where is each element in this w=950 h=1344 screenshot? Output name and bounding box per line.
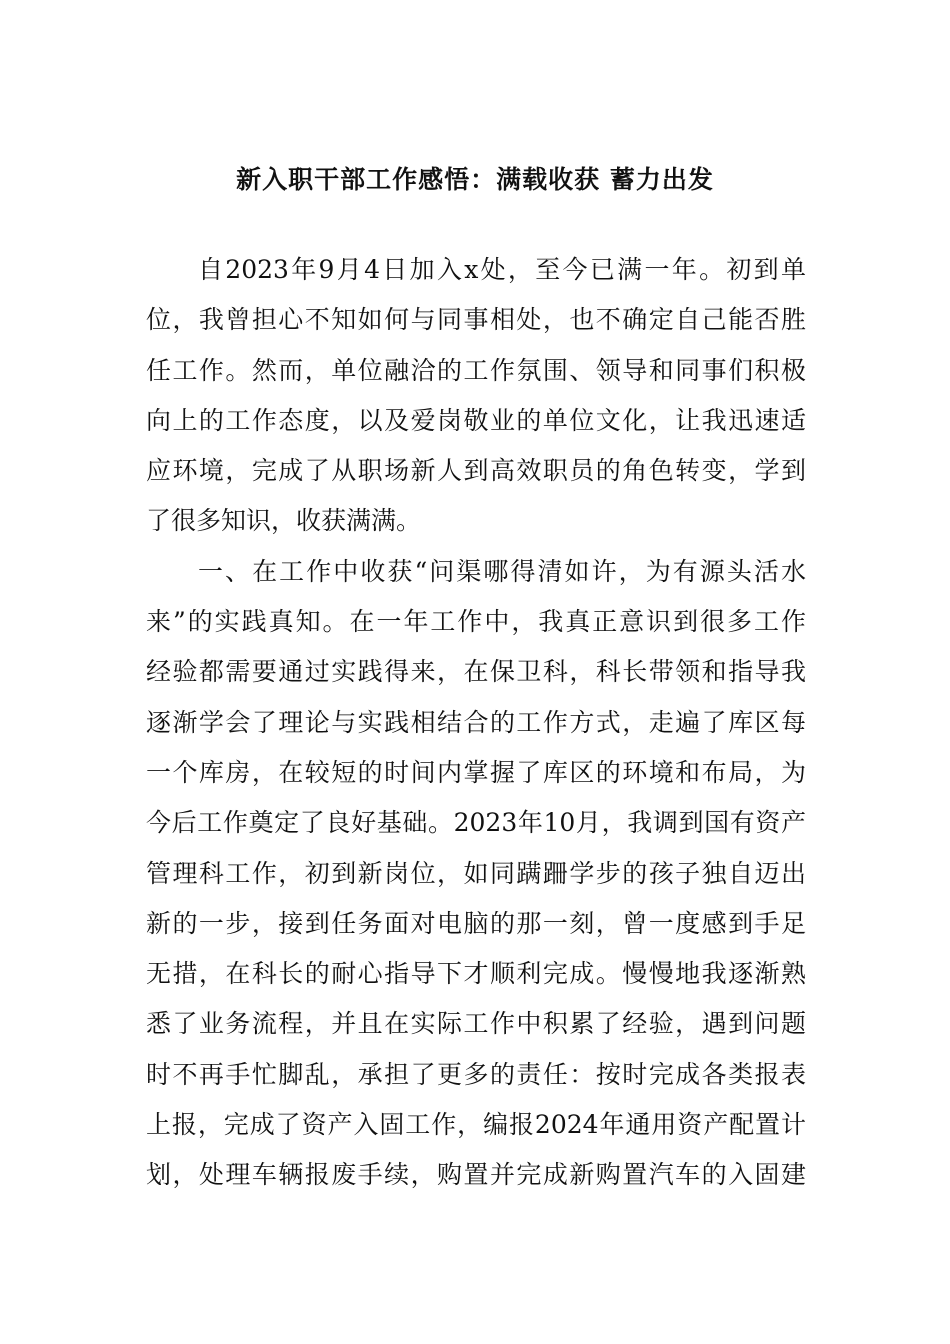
paragraph-1-line: 位，我曾担心不知如何与同事相处，也不确定自己能否胜 — [146, 305, 806, 335]
document-body — [146, 245, 806, 1201]
paragraph-1-line: 任工作。然而，单位融洽的工作氛围、领导和同事们积极 — [146, 355, 806, 385]
paragraph-2-line: 一、在工作中收获“问渠哪得清如许，为有源头活水 — [198, 556, 806, 586]
paragraph-2-line: 管理科工作，初到新岗位，如同蹒跚学步的孩子独自迈出 — [146, 858, 806, 888]
paragraph-2-line: 一个库房，在较短的时间内掌握了库区的环境和布局，为 — [146, 757, 806, 787]
document-title: 新入职干部工作感悟：满载收获 蓄力出发 — [236, 165, 714, 194]
paragraph-2-line: 时不再手忙脚乱，承担了更多的责任：按时完成各类报表 — [146, 1059, 806, 1089]
paragraph-2-line: 上报，完成了资产入固工作，编报2024年通用资产配置计 — [146, 1110, 806, 1140]
paragraph-2-line: 划，处理车辆报废手续，购置并完成新购置汽车的入固建 — [146, 1160, 806, 1190]
paragraph-1-line: 应环境，完成了从职场新人到高效职员的角色转变，学到 — [146, 456, 806, 486]
paragraph-2-line: 无措，在科长的耐心指导下才顺利完成。慢慢地我逐渐熟 — [146, 959, 806, 989]
paragraph-1-line: 向上的工作态度，以及爱岗敬业的单位文化，让我迅速适 — [146, 405, 806, 435]
paragraph-2-line: 逐渐学会了理论与实践相结合的工作方式，走遍了库区每 — [146, 707, 806, 737]
paragraph-2-line: 经验都需要通过实践得来，在保卫科，科长带领和指导我 — [146, 657, 806, 687]
paragraph-2-line: 悉了业务流程，并且在实际工作中积累了经验，遇到问题 — [146, 1009, 806, 1039]
paragraph-1-line: 自2023年9月4日加入x处，至今已满一年。初到单 — [198, 255, 806, 284]
paragraph-2-line: 来”的实践真知。在一年工作中，我真正意识到很多工作 — [146, 607, 806, 637]
paragraph-2-line: 今后工作奠定了良好基础。2023年10月，我调到国有资产 — [146, 808, 806, 838]
paragraph-1-line: 了很多知识，收获满满。 — [146, 506, 422, 536]
paragraph-2-line: 新的一步，接到任务面对电脑的那一刻，曾一度感到手足 — [146, 908, 806, 938]
